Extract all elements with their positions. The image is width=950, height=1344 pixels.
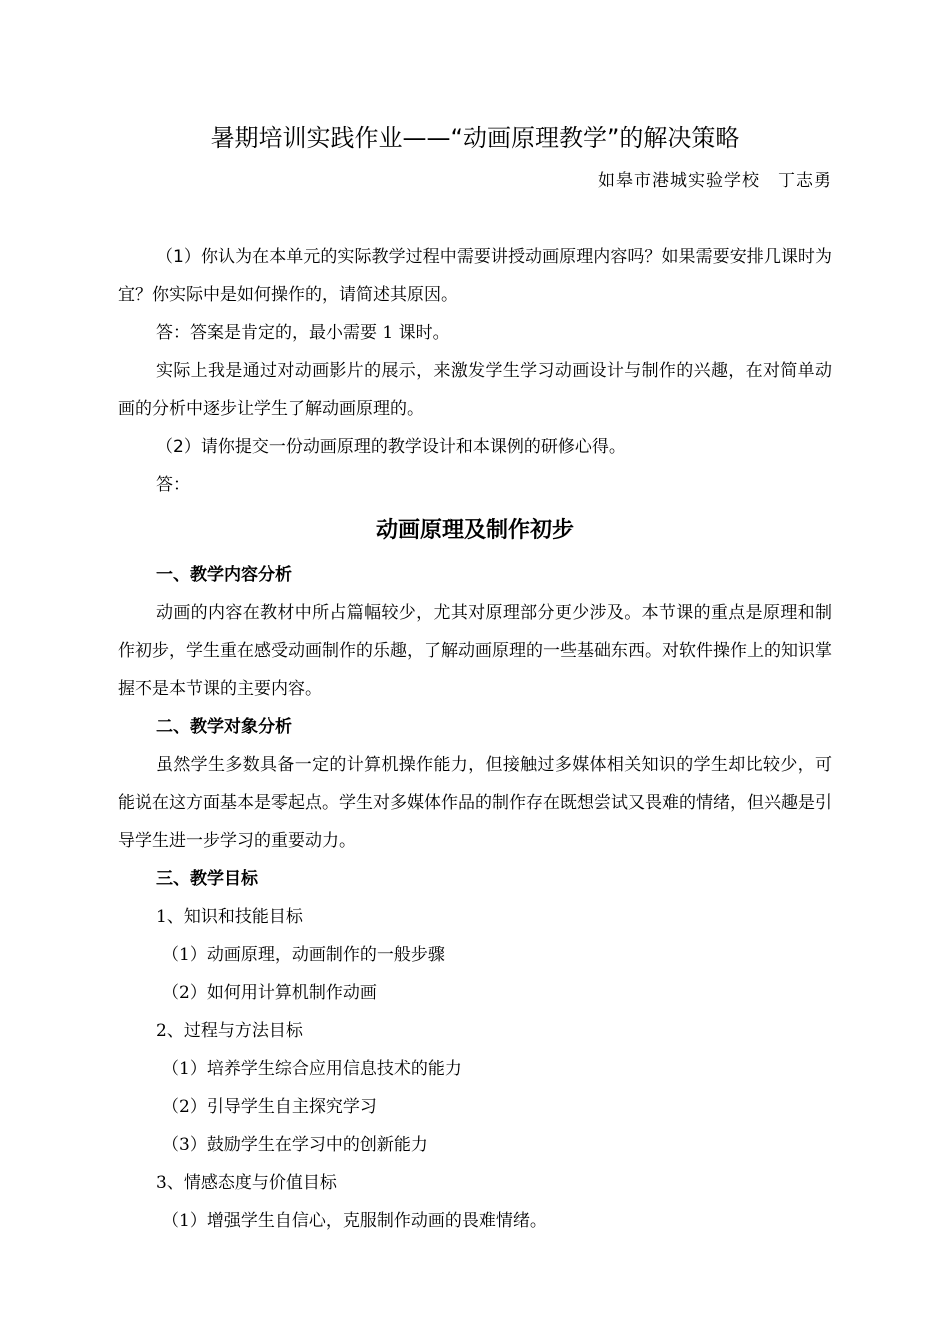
section-heading-goals: 三、教学目标 — [156, 869, 258, 889]
goal-item: （1）增强学生自信心，克服制作动画的畏难情绪。 — [162, 1211, 547, 1231]
goal-knowledge: 1、知识和技能目标 — [156, 907, 303, 927]
goal-item: （2）如何用计算机制作动画 — [162, 983, 377, 1003]
lesson-title: 动画原理及制作初步 — [375, 518, 574, 543]
section-heading-audience: 二、教学对象分析 — [156, 717, 292, 737]
answer-2: 答： — [156, 475, 190, 495]
answer-1-detail: 实际上我是通过对动画影片的展示，来激发学生学习动画设计与制作的兴趣，在对简单动画的分析中逐步让学生了解动画原理的。 — [118, 361, 832, 419]
question-1: （1）你认为在本单元的实际教学过程中需要讲授动画原理内容吗？如果需要安排几课时为宜？你实际中是如何操作的，请简述其原因。 — [118, 247, 832, 305]
goal-item: （3）鼓励学生在学习中的创新能力 — [162, 1135, 428, 1155]
section-text-content: 动画的内容在教材中所占篇幅较少，尤其对原理部分更少涉及。本节课的重点是原理和制作初步，学生重在感受动画制作的乐趣，了解动画原理的一些基础东西。对软件操作上的知识掌握不是本节课的主要内容。 — [118, 603, 832, 699]
section-heading-content: 一、教学内容分析 — [156, 565, 292, 585]
question-2: （2）请你提交一份动画原理的教学设计和本课例的研修心得。 — [156, 437, 626, 457]
document-body — [118, 238, 832, 1240]
author-line: 如皋市港城实验学校 丁志勇 — [598, 171, 832, 191]
goal-item: （2）引导学生自主探究学习 — [162, 1097, 377, 1117]
goal-attitude: 3、情感态度与价值目标 — [156, 1173, 337, 1193]
section-text-audience: 虽然学生多数具备一定的计算机操作能力，但接触过多媒体相关知识的学生却比较少，可能说在这方面基本是零起点。学生对多媒体作品的制作存在既想尝试又畏难的情绪，但兴趣是引导学生进一步学习的重要动力。 — [118, 755, 832, 851]
answer-1: 答：答案是肯定的，最小需要 1 课时。 — [156, 323, 450, 343]
page-title: 暑期培训实践作业——“动画原理教学”的解决策略 — [210, 124, 740, 152]
goal-item: （1）培养学生综合应用信息技术的能力 — [162, 1059, 462, 1079]
goal-item: （1）动画原理，动画制作的一般步骤 — [162, 945, 445, 965]
goal-process: 2、过程与方法目标 — [156, 1021, 303, 1041]
